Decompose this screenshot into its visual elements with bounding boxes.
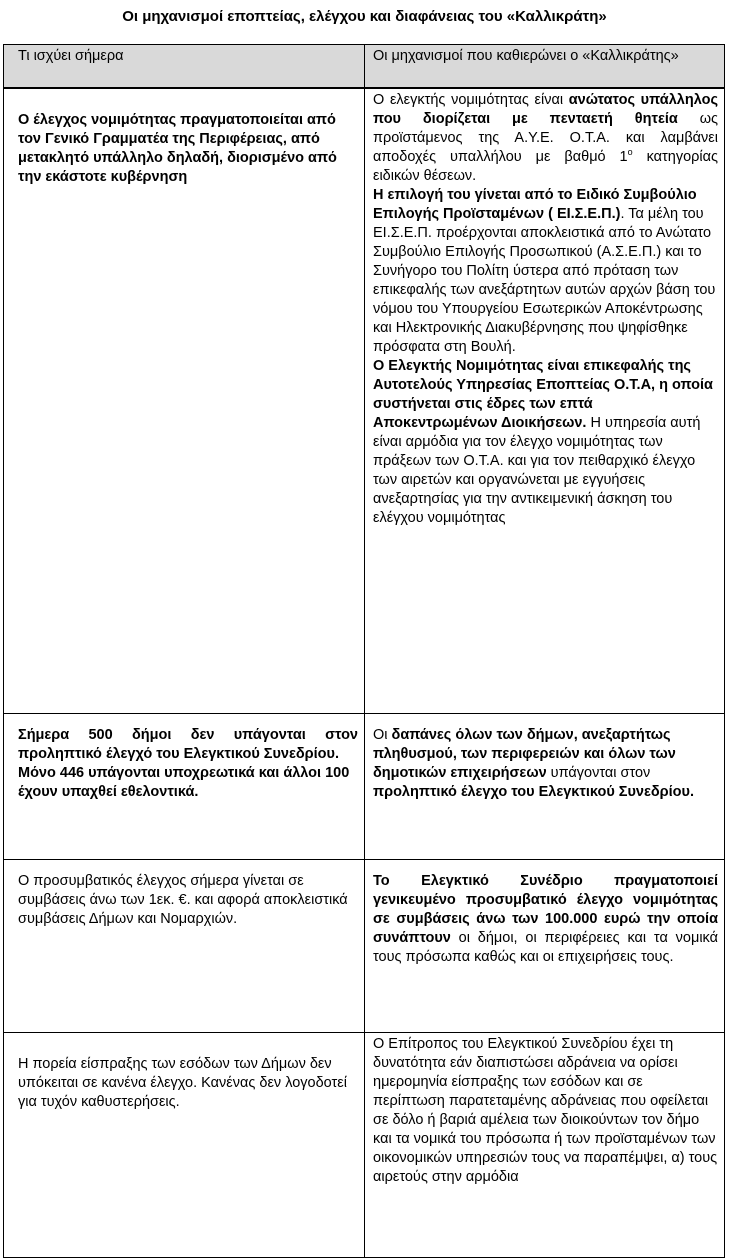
text-span: Οι [373,727,392,743]
cell-text: Ο έλεγχος νομιμότητας πραγματοποιείται από τον Γενικό Γραμματέα της Περιφέρειας, από μετακλητό υπάλληλο δηλαδή, διορισμένο από την εκάστοτε κυβέρνηση [18,112,337,185]
bold-span: ανώτατος υπάλληλος που διορίζεται με πενταετή θητεία [373,92,718,127]
cell-text: Ο Επίτροπος του Ελεγκτικού Συνεδρίου έχει τη δυνατότητα εάν διαπιστώσει αδράνεια να ορίσει ημερομηνία είσπραξης των εσόδων και σε περίπτωση παρατεταμένης αδράνειας που οφείλεται σε δόλο ή βαριά αμέλεια των διοικούντων τον δήμο και τα νομικά του πρόσωπα ή των προϊσταμένων των οικονομικών υπηρεσιών τους να παραπέμψει, α) τους αιρετούς στην αρμόδια [373,1036,718,1185]
bold-span: Μόνο 446 υπάγονται υποχρεωτικά και άλλοι 100 έχουν υπαχθεί εθελοντικά. [18,765,350,800]
paragraph [373,726,718,802]
cell-kallikratis [365,88,725,714]
header-current-label: Τι ισχύει σήμερα [18,48,124,64]
cell-text: Η πορεία είσπραξης των εσόδων των Δήμων δεν υπόκειται σε κανένα έλεγχο. Κανένας δεν λογοδοτεί για τυχόν καθυστερήσεις. [18,1056,347,1110]
bold-span: Το Ελεγκτικό Συνέδριο πραγματοποιεί γενικευμένο προσυμβατικό έλεγχο νομιμότητας σε συμβάσεις άνω των 100.000 ευρώ την οποία συνάπτουν [373,873,718,946]
text-span: οι δήμοι, οι περιφέρειες και τα νομικά τους πρόσωπα καθώς και οι επιχειρήσεις τους. [373,930,718,965]
table-header-row [4,45,725,89]
paragraph [18,764,358,802]
cell-current [4,1033,365,1258]
table-row [4,714,725,860]
cell-kallikratis [365,1033,725,1258]
header-kallikratis-label: Οι μηχανισμοί που καθιερώνει ο «Καλλικράτης» [373,48,679,64]
bold-span: προληπτικό έλεγχο του Ελεγκτικού Συνεδρίου. [373,784,694,800]
paragraph [373,357,718,528]
paragraph [373,91,718,186]
paragraph [373,186,718,357]
cell-kallikratis [365,714,725,860]
header-current [4,45,365,89]
cell-current [4,88,365,714]
page-title: Οι μηχανισμοί εποπτείας, ελέγχου και διαφάνειας του «Καλλικράτη» [122,8,607,25]
header-kallikratis [365,45,725,89]
bold-span: Ο Ελεγκτής Νομιμότητας είναι επικεφαλής της Αυτοτελούς Υπηρεσίας Εποπτείας Ο.Τ.Α, η οποία συστήνεται στις έδρες των επτά Αποκεντρωμένων Διοικήσεων. [373,358,713,431]
text-span: ως προϊστάμενος της Α.Υ.Ε. Ο.Τ.Α. και λαμβάνει αποδοχές υπαλλήλου με βαθμό 1 [373,111,718,165]
text-span: Η υπηρεσία αυτή είναι αρμόδια για τον έλεγχο νομιμότητας των πράξεων των Ο.Τ.Α. και για τον πειθαρχικό έλεγχο των αιρετών και οργανώνεται με εγγυήσεις ανεξαρτησίας για την αντικειμενική άσκηση του ελέγχου νομιμότητας [373,415,701,526]
paragraph [373,872,718,967]
paragraph [18,726,358,764]
superscript: ο [627,147,633,158]
table-row [4,88,725,714]
bold-span: Η επιλογή του γίνεται από το Ειδικό Συμβούλιο Επιλογής Προϊσταμένων ( ΕΙ.Σ.Ε.Π.) [373,187,697,222]
bold-span: Σήμερα 500 δήμοι δεν υπάγονται στον προληπτικό έλεγχό του Ελεγκτικού Συνεδρίου. [18,727,358,762]
comparison-table [3,44,724,1204]
cell-text: Ο προσυμβατικός έλεγχος σήμερα γίνεται σε συμβάσεις άνω των 1εκ. €. και αφορά αποκλειστικά συμβάσεις Δήμων και Νομαρχιών. [18,873,348,927]
table-row [4,1033,725,1258]
cell-current [4,714,365,860]
text-span: Ο ελεγκτής νομιμότητας είναι [373,92,569,108]
text-span: κατηγορίας ειδικών θέσεων. [373,149,718,184]
text-span: υπάγονται στον [546,765,651,781]
cell-kallikratis [365,860,725,1033]
text-span: . Τα μέλη του ΕΙ.Σ.Ε.Π. προέρχονται αποκλειστικά από το Ανώτατο Συμβούλιο Επιλογής Προσωπικού (Α.Σ.Ε.Π.) και το Συνήγορο του Πολίτη ύστερα από πρόταση των επικεφαλής των ανεξάρτητων αυτών αρχών βάση του νόμου του Υπουργείου Εσωτερικών Αποκέντρωσης και Ηλεκτρονικής Διακυβέρνησης που ψηφίσθηκε πρόσφατα στη Βουλή. [373,206,716,355]
cell-current [4,860,365,1033]
bold-span: δαπάνες όλων των δήμων, ανεξαρτήτως πληθυσμού, των περιφερειών και όλων των δημοτικών επιχειρήσεων [373,727,676,781]
table-row [4,860,725,1033]
